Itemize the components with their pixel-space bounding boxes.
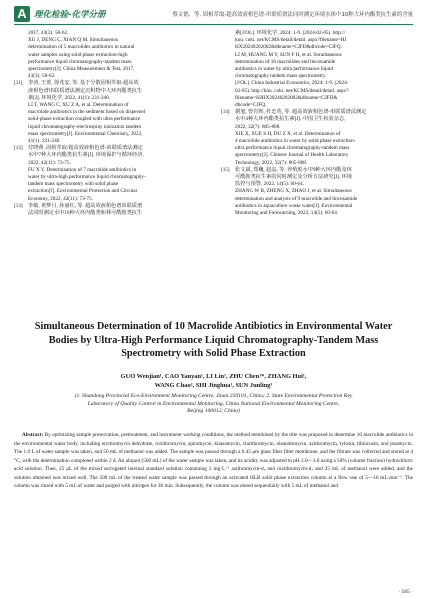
reference-line: 素[J/OL]. 环境化学, 2024: 1-9. (2024-02-05). http:// xyxy=(235,30,346,36)
reference-line: Economy, 2022, 42(11): 73-75. xyxy=(28,195,93,202)
reference-line: liquid chromatography-electrospray ionization tandem xyxy=(28,123,142,130)
reference-line: tandem mass spectrometry with solid phase xyxy=(28,181,119,188)
reference-line: HX20240202002&dbname=CJFD&dbcode=CJFQ. xyxy=(235,44,342,51)
title-line: Simultaneous Determination of 10 Macrolide Antibiotics in Environmental Water xyxy=(34,321,393,332)
reference-line: knu. cnki. net/KCMS/detail/detail. aspx?filename=HJ xyxy=(235,37,347,44)
reference-entry xyxy=(14,203,206,217)
title-line: Spectrometry with Solid Phase Extraction xyxy=(121,348,306,359)
author-list xyxy=(20,372,407,390)
abstract-text: By optimizing sample preservation, pretreatment, and instrument working conditions, the method mentioned by the title was proposed to determine 10 macrolide antibiotics in the environmental water body, including erythromycin dehydrate, roxithromycin, spiramycin, kitasamycin, clarithromycin, oleandomycin, azithromycin, tylosin, tilmicosin, and josamycin. The 1.0 L of water sample was taken, and 50 mL of methanol was added. The sample was passed through a 0.45 μm glass fiber filter membrane, and the filtrate was collected and stored at 4 °C, with the determination completed within 2 d. An aliquot (500 mL) of the water sample was taken, and its acidity was adjusted to pH 2.0—3.0 using a 50% (volume fraction) hydrochloric acid solution. Then, 25 μL of the mixed surrogated internal standard solution containing 2 mg·L⁻¹ azithromycin-d₃ and roxithromycin-d₇ and 25 mL of methanol were added, and the solution obtained was mixed well. The 500 mL of the treated water sample was passed through an activated HLB solid phase extraction column at a flow rate of 5—10 mL·min⁻¹. The column was rinsed with 5 mL of water and purged with nitrogen for 30 min. Subsequently, the column was eluted sequentially with 5 mL of methanol and xyxy=(14,432,413,490)
reference-line: 水中4种大环内酯类抗生素[J]. 中国卫生检验杂志, xyxy=(235,116,346,123)
reference-line: XU J, DENG C, XIAN Q M. Simultaneous xyxy=(28,37,118,44)
reference-line: solid-phase extraction coupled with ultra performance xyxy=(28,116,141,123)
reference-entry xyxy=(14,145,206,203)
references-left-column xyxy=(14,30,206,217)
header-rule xyxy=(14,24,413,25)
reference-line: extraction[J]. Environmental Protection and Circular xyxy=(28,188,138,195)
reference-line: ultra performance liquid chromatography-tandem mass xyxy=(235,145,350,152)
reference-line: spectrometry[J]. China Measurement & Test, 2017, xyxy=(28,66,135,73)
reference-entry xyxy=(221,109,413,167)
reference-line: macrolide antibiotics in the sediment based on dispersed xyxy=(28,109,146,116)
reference-line: filename=HJHX20240202002&dbname=CJFD& xyxy=(235,94,338,101)
authors-line: WANG Chao², SHI Jinghua¹, SUN Junling¹ xyxy=(154,382,273,389)
reference-line: water by ultra-high performance liquid chromatography- xyxy=(28,174,146,181)
journal-name: 理化检验-化学分册 xyxy=(34,10,106,20)
reference-entry xyxy=(221,167,413,217)
reference-line: determination of 5 macrolides antibiotics in natural xyxy=(28,44,135,51)
journal-logo: A xyxy=(14,6,30,22)
page-number: · 585 · xyxy=(398,589,413,595)
reference-line: FU X Y. Determination of 7 macrolide antibiotics in xyxy=(28,166,137,173)
reference-line: 素[J]. 环境化学, 2022, 41(1): 231-240. xyxy=(28,94,111,101)
reference-line: 4 macrolide antibiotics in water by solid phase extraction- xyxy=(235,138,356,145)
reference-line: 付晓燕. 固相萃取/超高效液相色谱-串联质谱法测定 xyxy=(28,145,143,152)
reference-line: 液相色谱串联质谱法测定沉积物中大环内酯类抗生 xyxy=(28,87,143,94)
reference-line: Technology, 2022, 32(7): 805-808. xyxy=(235,159,308,166)
reference-line: dbcode=CJFQ. xyxy=(235,102,267,109)
reference-line: 41(1): 231-240. xyxy=(28,138,61,145)
reference-line: 法同时测定水中16种大环内酯类和林可酰胺类抗生 xyxy=(28,210,143,217)
reference-line: mass spectrometry[J]. Environmental Chemistry, 2022, xyxy=(28,130,143,137)
reference-line: 监控与预警, 2022, 14(5): 60-64. xyxy=(235,181,304,188)
abstract-label: Abstract: xyxy=(22,432,44,438)
reference-number: [13] xyxy=(14,202,23,209)
reference-line: XIE X, XUE S H, DU Z X, et al. Determination of xyxy=(235,130,341,137)
reference-number: [14] xyxy=(221,109,230,116)
affiliation-line: Laboratory of Quality Control in Environmental Monitoring, China National Environmental Monitoring Centre, xyxy=(87,400,340,407)
reference-line: 02-05). http://knu. cnki. net/KCMS/detail/detail. aspx? xyxy=(235,87,349,94)
reference-line: 李敏, 黄梦月, 孙丽红, 等. 超高效液相色谱串联质谱 xyxy=(28,202,143,209)
reference-line: 可酰胺类抗生素的同时测定及分析方法研究[J]. 环境 xyxy=(235,174,353,181)
reference-line: 2017, 43(3): 58-62. xyxy=(28,30,69,36)
reference-line: 张文斌, 郑巍, 赵晶, 等. 养殖废水中9种大环内酯及林 xyxy=(235,166,352,173)
affiliations xyxy=(40,393,387,416)
reference-line: determination and analysis of 9 macrolide and lincosamide xyxy=(235,195,358,202)
affiliation-line: (1. Shandong Provincial Eco-Environment Monitoring Centre, Jinan 250101, China; 2. State Environmental Protection Key xyxy=(74,393,353,399)
references-right-column xyxy=(221,30,413,217)
reference-line: 2022, 32(7): 805-808. xyxy=(235,123,281,130)
title-line: Bodies by Ultra-High Performance Liquid Chromatography-Tandem Mass xyxy=(48,334,379,346)
reference-line: determination of 16 macrolides and lincosamide xyxy=(235,58,336,65)
affiliation-line: Beijing 100012, China) xyxy=(187,408,240,414)
reference-line: 43(3): 58-62. xyxy=(28,73,56,80)
reference-number: [11] xyxy=(14,80,23,87)
reference-number: [15] xyxy=(221,166,230,173)
reference-line: antibiotics in water by ultra performance liquid xyxy=(235,66,333,73)
reference-line: LI M, HUANG M Y, SUN F H, et al. Simultaneous xyxy=(235,51,342,58)
reference-entry xyxy=(14,80,206,145)
reference-line: LI T, WANG C, XU Z A, et al. Determination of xyxy=(28,102,129,109)
abstract xyxy=(14,431,413,491)
reference-entry xyxy=(221,30,413,109)
reference-line: Monitoring and Forewarning, 2022, 14(5): 60-64. xyxy=(235,210,339,217)
reference-line: antibiotics in aquaculture waste water[J]. Environmental xyxy=(235,202,353,209)
authors-line: GUO Wenjian¹, CAO Yanyan¹, LI Lin¹, ZHU Chen¹*, ZHANG Hui¹, xyxy=(120,373,307,380)
reference-line: spectrometry[J]. Chinese Journal of Health Laboratory xyxy=(235,152,349,159)
reference-line: 李涛, 王蕾, 徐兆安, 等. 基于分散固相萃取-超高效 xyxy=(28,80,139,87)
reference-line: 水中7种大环内酯类抗生素[J]. 环境保护与循环经济, xyxy=(28,152,144,159)
reference-number: [12] xyxy=(14,145,23,152)
page-header xyxy=(14,6,413,22)
reference-line: 2022, 42(11): 73-75. xyxy=(28,159,71,166)
running-head: 蔡文德，等. 固相萃取-超高效液相色谱-串联质谱法同时测定环境水体中10种大环内酯类抗生素的含量 xyxy=(172,12,413,18)
reference-entry xyxy=(14,30,206,80)
reference-line: performance liquid chromatography-tandem mass xyxy=(28,58,132,65)
reference-line: water samples using solid phase extraction-high xyxy=(28,51,128,58)
reference-line: chromatography tandem mass spectrometry xyxy=(235,73,326,80)
article-title xyxy=(20,320,407,361)
reference-line: 谢旭, 曾有辉, 杜忠英, 等. 超高效液相色谱-串联质谱法测定 xyxy=(235,109,367,116)
reference-line: ZHANG W B, ZHENG X, ZHAO J, et al. Simultaneous xyxy=(235,188,352,195)
reference-line: [J/OL]. China Industrial Economics, 2024: 1-9. (2024- xyxy=(235,80,349,87)
